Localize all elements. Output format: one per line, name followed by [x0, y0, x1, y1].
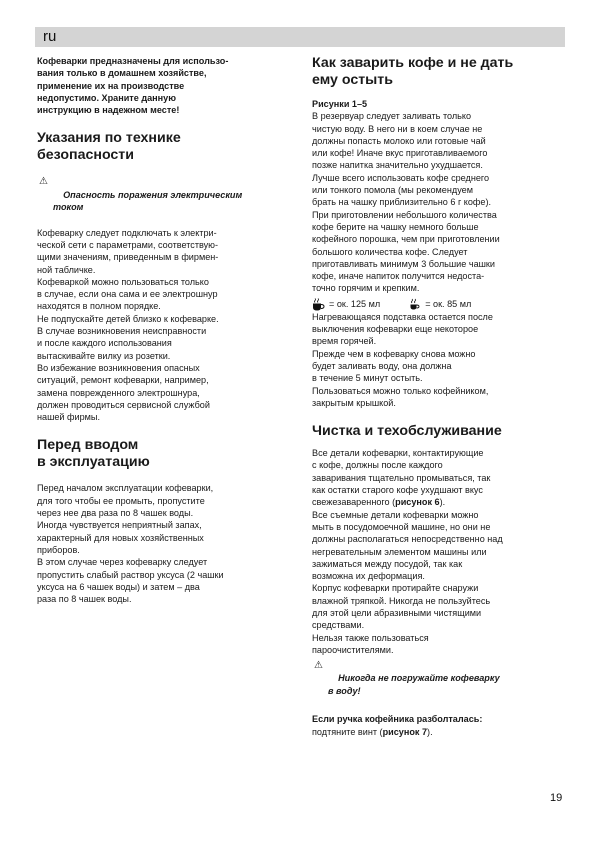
figures-label: Рисунки 1–5: [312, 99, 368, 109]
large-cup-icon: [312, 298, 325, 311]
cleaning-body-2: Все съемные детали кофеварки можно мыть в посудомоечной машине, но они не должны располагаться непосредственно над негревательным элементом машины или зажиматься между посудой, так как возможна их деформация. Корпус кофеварки протирайте снаружи влажной тряпкой. Никогда не пользуйтесь для этой цели абразивными чистящими средствами. Нельзя также пользоваться пароочистителями.: [312, 509, 503, 655]
cup-volume-line: [312, 298, 568, 311]
water-warning-text: Никогда не погружайте кофеварку в воду!: [328, 673, 500, 696]
language-code: ru: [43, 28, 57, 45]
loose-handle-heading: Если ручка кофейника разболталась:: [312, 714, 483, 725]
warning-triangle-icon: ⚠: [314, 660, 323, 672]
loose-handle-text: [312, 726, 568, 738]
cleaning-text-1-end: ).: [439, 497, 446, 508]
handle-text: подтяните винт (: [312, 726, 383, 737]
before-use-heading: Перед вводом в эксплуатацию: [37, 437, 150, 471]
electric-warning-text: Опасность поражения электрическим током: [53, 189, 243, 213]
cup-large-volume: = ок. 125 мл: [329, 298, 381, 309]
warning-triangle-icon: ⚠: [39, 176, 48, 188]
handle-text-end: ).: [427, 726, 433, 737]
brew-body-2: Нагревающаяся подставка остается после выключения кофеварки еще некоторое время горячей. Прежде чем в кофеварку снова можно будет заливать воду, она должна в течение 5 минут остыть. Пользоваться можно только кофейником, закрытым крышкой.: [312, 311, 493, 408]
safety-heading: Указания по технике безопасности: [37, 130, 181, 164]
cleaning-body-1: [312, 447, 568, 508]
brew-heading: Как заварить кофе и не дать ему остыть: [312, 55, 514, 88]
small-cup-icon: [408, 298, 421, 311]
right-column: [312, 55, 568, 738]
page-number: 19: [550, 792, 563, 804]
electric-shock-warning: [37, 176, 295, 225]
cleaning-heading: Чистка и техобслуживание: [312, 423, 502, 440]
safety-body: Кофеварку следует подключать к электри- ческой сети с параметрами, соответствую- щими значениям, приведенным в фирмен- ной табличке. Кофеваркой можно пользоваться только в случае, если она сама и ее электрошнур находятся в полном порядке. Не подпускайте детей близко к кофеварке. В случае возникновения неисправности и после каждого использования вытаскивайте вилку из розетки. Во избежание возникновения опасных ситуаций, ремонт кофеварки, например, замена поврежденного электрошнура, должен проводиться сервисной службой нашей фирмы.: [37, 227, 219, 423]
figure-6-ref: рисунок 6: [395, 497, 440, 508]
language-header-bar: [35, 27, 565, 47]
cleaning-text-1: Все детали кофеварки, контактирующие с кофе, должны после каждого заваривания тщательно промываться, так как остатки старого кофе ухудшают вкус свежезаваренного (: [312, 448, 491, 508]
left-column: [37, 55, 295, 605]
cup-small-volume: = ок. 85 мл: [425, 298, 472, 309]
intro-note: Кофеварки предназначены для использо- вания только в домашнем хозяйстве, применение их на производстве недопустимо. Храните данную инструкцию в надежном месте!: [37, 56, 229, 116]
figure-7-ref: рисунок 7: [382, 726, 428, 737]
before-use-body: Перед началом эксплуатации кофеварки, для того чтобы ее промыть, пропустите через нее два раза по 8 чашек воды. Иногда чувствуется неприятный запах, характерный для новых хозяйственных приборов. В этом случае через кофеварку следует пропустить слабый раствор уксуса (2 чашки уксуса на 6 чашек воды) и затем – два раза по 8 чашек воды.: [37, 483, 224, 605]
water-immersion-warning: [312, 660, 568, 709]
brew-body: В резервуар следует заливать только чистую воду. В него ни в коем случае не должны попасть молоко или готовые чай или кофе! Иначе вкус приготавливаемого позже напитка значительно ухудшается. Лучше всего использовать кофе среднего или тонкого помола (мы рекомендуем брать на чашку приблизительно 6 г кофе). При приготовлении небольшого количества кофе берите на чашку немного больше кофейного порошка, чем при приготовлении большого количества кофе. Следует приготавливать минимум 3 большие чашки кофе, иначе напиток получится недоста- точно горячим и крепким.: [312, 111, 500, 294]
